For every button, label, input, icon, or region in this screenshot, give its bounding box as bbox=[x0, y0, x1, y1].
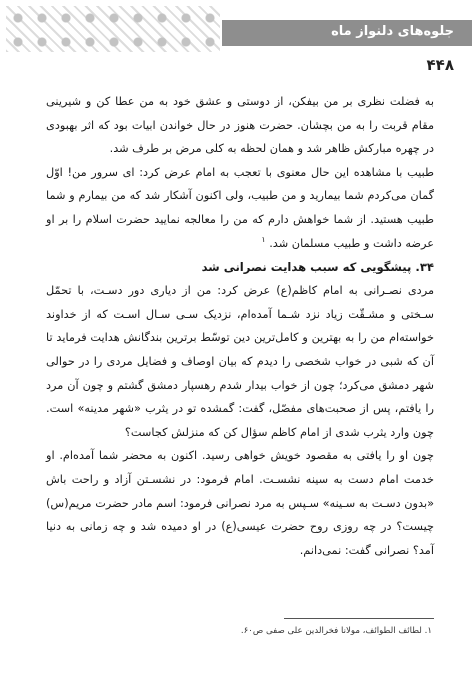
paragraph-text: مردی نصـرانی به امام کاظم(ع) عرض کرد: من از دیاری دور دسـت، با تحمّل سـختی و مشـقّت زیاد نزد شـما آمده‌ام، نزدیک سـی سـال اسـت که از خداوند خواسته‌ام من را به بهترین و کامل‌ترین دین توسّط برترین بندگانش هدایت فرماید تا آن که شبی در خواب شخصی را دیدم که بیان اوصاف و فضایل مردی را در حوالی شهر دمشق می‌کرد؛ چون از خواب بیدار شدم رهسپار دمشق گشتم و چون آن مرد را یافتم، پس از صحبت‌های مفصّل، گفت: گمشده تو در یثرب «شهر مدینه» است. چون وارد یثرب شدی از امام کاظم سؤال کن که منزلش کجاست؟ bbox=[46, 284, 434, 439]
paragraph bbox=[46, 279, 434, 444]
page-header bbox=[0, 0, 472, 74]
page-number: ۴۴۸ bbox=[426, 56, 454, 74]
footnote-marker: ۱ bbox=[261, 234, 266, 244]
footnote-divider bbox=[284, 618, 434, 619]
body-text bbox=[46, 90, 434, 562]
paragraph-text: به فضلت نظری بر من بیفکن، از دوستی و عشق خود به من عطا کن و شیرینی مقام قربت را به من بچشان. حضرت هنوز در حال خواندن ابیات بود که اثر بهبودی در چهره مبارکش ظاهر شد و همان لحظه به کلی مرض بر طرف شد. bbox=[46, 95, 434, 156]
section-heading: ۳۴. پیشگویی که سبب هدایت نصرانی شد bbox=[201, 260, 434, 275]
paragraph bbox=[46, 161, 434, 255]
running-title: جلوه‌های دلنواز ماه bbox=[331, 24, 454, 39]
paragraph-text: طبیب با مشاهده این حال معنوی با تعجب به امام عرض کرد: ای سرور من! اوّل گمان می‌کردم شما بیمارید و من طبیب، ولی اکنون آشکار شد که من بیمارم و شما طبیب هستید. از شما خواهش دارم که من را معالجه نمایید حضرت اسلام را بر او عرضه داشت و طبیب مسلمان شد. bbox=[46, 165, 434, 250]
paragraph bbox=[46, 444, 434, 562]
decorative-ornament bbox=[6, 6, 220, 52]
paragraph-text: چون او را یافتی به مقصود خویش خواهی رسید. اکنون به محضر شما آمده‌ام. او خدمت امام دست به سینه نشسـت. امام فرمود: در نشسـتن آزاد و راحت باش «بدون دسـت به سـینه» سـپس به مرد نصرانی فرمود: اسم مادر حضرت مریم(س) چیست؟ در چه روزی روح حضرت عیسی(ع) در او دمیده شد و چه زمانی به دنیا آمد؟ نصرانی گفت: نمی‌دانم. bbox=[46, 449, 434, 557]
paragraph bbox=[46, 90, 434, 161]
footnote: ۱. لطائف الطوائف، مولانا فخرالدین علی صفی ص۶۰. bbox=[240, 626, 432, 636]
